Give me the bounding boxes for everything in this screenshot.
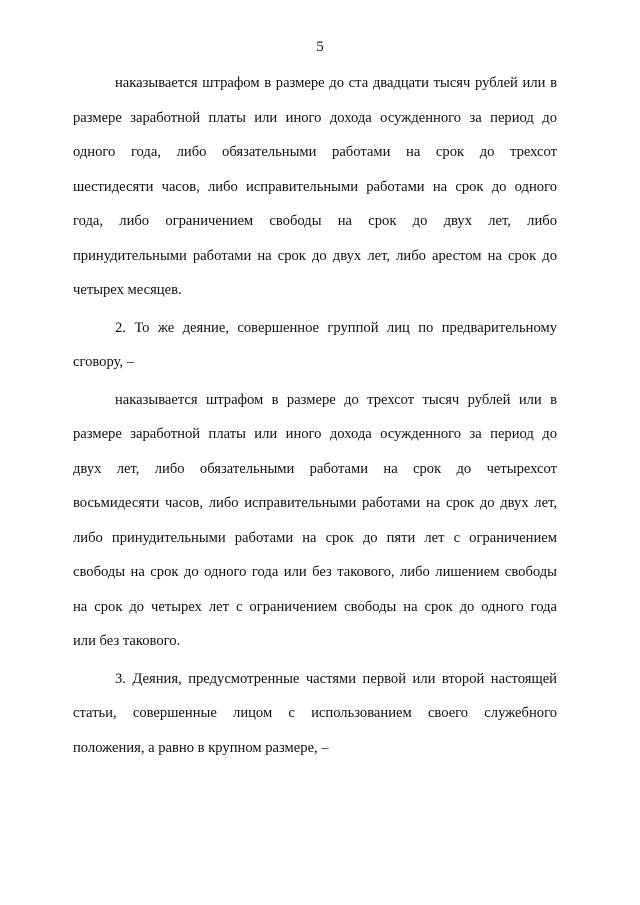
text-line: одного года, либо обязательными работами на срок до трехсот [73, 144, 557, 160]
text-line: статьи, совершенные лицом с использованием своего служебного [73, 705, 557, 721]
text-line: четырех месяцев. [73, 282, 182, 298]
text-line: размере заработной платы или иного дохода осужденного за период до [73, 109, 557, 126]
text-line: двух лет, либо обязательными работами на срок до четырехсот [73, 460, 557, 477]
text-line: сговору, – [73, 354, 135, 370]
paragraph-part-3-heading [73, 662, 557, 766]
text-line: размере заработной платы или иного дохода осужденного за период до [73, 426, 557, 442]
text-line: наказывается штрафом в размере до трехсот тысяч рублей или в [115, 391, 557, 408]
paragraph-penalty-part-1 [73, 66, 557, 308]
text-line: на срок до четырех лет с ограничением свободы на срок до одного года [73, 598, 557, 615]
text-line: наказывается штрафом в размере до ста двадцати тысяч рублей или в [115, 75, 557, 91]
text-line: или без такового. [73, 633, 181, 649]
text-line: свободы на срок до одного года или без такового, либо лишением свободы [73, 564, 557, 580]
text-line: 2. То же деяние, совершенное группой лиц по предварительному [115, 319, 557, 336]
text-line: 3. Деяния, предусмотренные частями первой или второй настоящей [115, 670, 557, 687]
text-line: принудительными работами на срок до двух лет, либо арестом на срок до [73, 247, 557, 264]
text-line: либо принудительными работами на срок до пяти лет с ограничением [73, 529, 557, 546]
text-line: шестидесяти часов, либо исправительными работами на срок до одного [73, 178, 557, 195]
paragraph-part-2-heading [73, 311, 557, 380]
text-line: восьмидесяти часов, либо исправительными работами на срок до двух лет, [73, 495, 557, 511]
text-line: года, либо ограничением свободы на срок до двух лет, либо [73, 213, 557, 229]
paragraph-penalty-part-2 [73, 383, 557, 659]
text-line: положения, а равно в крупном размере, – [73, 739, 329, 756]
document-body [73, 66, 557, 765]
page-number: 5 [316, 39, 324, 55]
